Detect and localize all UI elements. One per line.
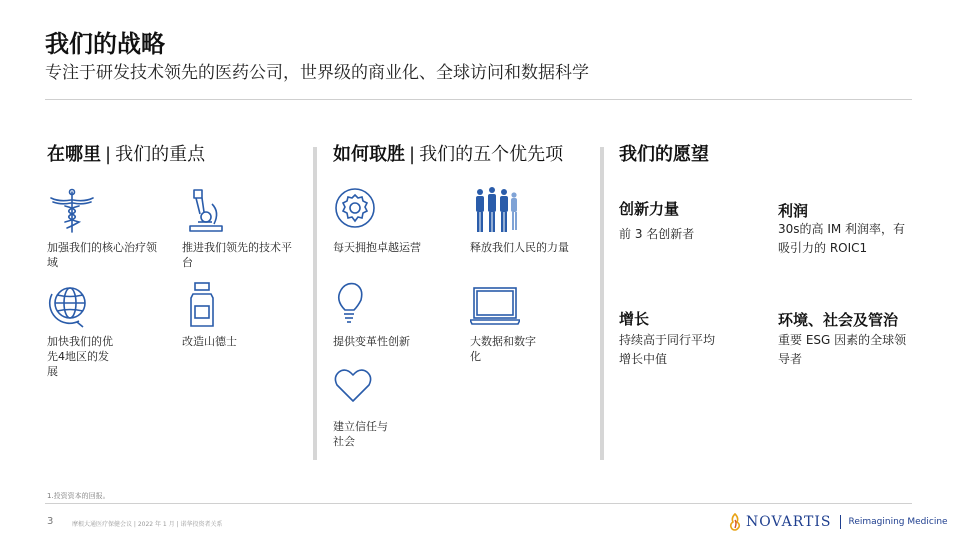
how-item-label: 每天拥抱卓越运营: [333, 241, 421, 254]
column-divider-right: [600, 147, 604, 460]
where-item-priority-regions: [47, 280, 167, 379]
aspiration-title: 环境、社会及管治: [778, 311, 899, 329]
where-heading-bold: 在哪里: [47, 144, 101, 165]
how-heading: [333, 140, 563, 166]
novartis-logo: [728, 512, 948, 532]
aspiration-text: 持续高于同行平均增长中值: [619, 333, 716, 366]
where-item-core-ta: [47, 186, 167, 270]
how-item-data-digital: [470, 280, 590, 364]
where-item-sandoz: [182, 280, 302, 349]
logo-name: NOVARTIS: [746, 514, 832, 530]
people-icon: [470, 186, 520, 236]
lightbulb-icon: [333, 280, 383, 330]
heading-separator: |: [105, 144, 112, 165]
how-item-trust-society: [333, 365, 453, 449]
logo-tagline: Reimagining Medicine: [848, 517, 948, 527]
footer-text: 摩根大通医疗保健会议 | 2022 年 1 月 | 诺华投资者关系: [72, 521, 223, 528]
how-heading-rest: 我们的五个优先项: [419, 144, 564, 165]
aspiration-text: 前 3 名创新者: [619, 227, 695, 241]
flame-logo-icon: [728, 513, 742, 531]
column-divider-left: [313, 147, 317, 460]
how-item-label: 提供变革性创新: [333, 335, 410, 348]
where-item-label: 改造山德士: [182, 335, 237, 348]
aspiration-text: 30s的高 IM 利润率，有吸引力的 ROIC1: [778, 222, 906, 255]
bottom-divider: [45, 503, 912, 504]
page-number: 3: [47, 516, 54, 527]
page-title: 我们的战略: [45, 30, 165, 58]
how-item-label: 释放我们人民的力量: [470, 241, 569, 254]
aspiration-heading-bold: 我们的愿望: [619, 144, 709, 165]
globe-icon: [47, 280, 97, 330]
caduceus-icon: [47, 186, 97, 236]
aspiration-text: 重要 ESG 因素的全球领导者: [778, 333, 907, 366]
microscope-icon: [182, 186, 232, 236]
where-item-tech-platforms: [182, 186, 302, 270]
how-item-label: 大数据和数字化: [470, 335, 536, 363]
where-item-label: 加强我们的核心治疗领域: [47, 241, 157, 269]
heart-icon: [333, 365, 383, 415]
where-item-label: 加快我们的优先4地区的发展: [47, 335, 113, 378]
laptop-icon: [470, 280, 520, 330]
aspiration-heading: [619, 140, 709, 166]
page-subtitle: 专注于研发技术领先的医药公司，世界级的商业化、全球访问和数据科学: [45, 63, 589, 83]
medicine-bottle-icon: [182, 280, 232, 330]
where-heading: [47, 140, 205, 166]
where-heading-rest: 我们的重点: [115, 144, 206, 165]
aspiration-title: 创新力量: [619, 200, 680, 218]
how-heading-bold: 如何取胜: [333, 144, 405, 165]
heading-separator: |: [409, 144, 416, 165]
footnote: 1.投资资本的回报。: [47, 492, 110, 500]
aspiration-title: 利润: [778, 202, 809, 220]
how-item-innovation: [333, 280, 453, 349]
where-item-label: 推进我们领先的技术平台: [182, 241, 292, 269]
how-item-people: [470, 186, 590, 255]
how-item-operational-excellence: [333, 186, 453, 255]
logo-separator: [840, 515, 841, 529]
gear-icon: [333, 186, 383, 236]
top-divider: [45, 99, 912, 100]
aspiration-title: 增长: [619, 310, 650, 328]
how-item-label: 建立信任与社会: [333, 420, 388, 448]
